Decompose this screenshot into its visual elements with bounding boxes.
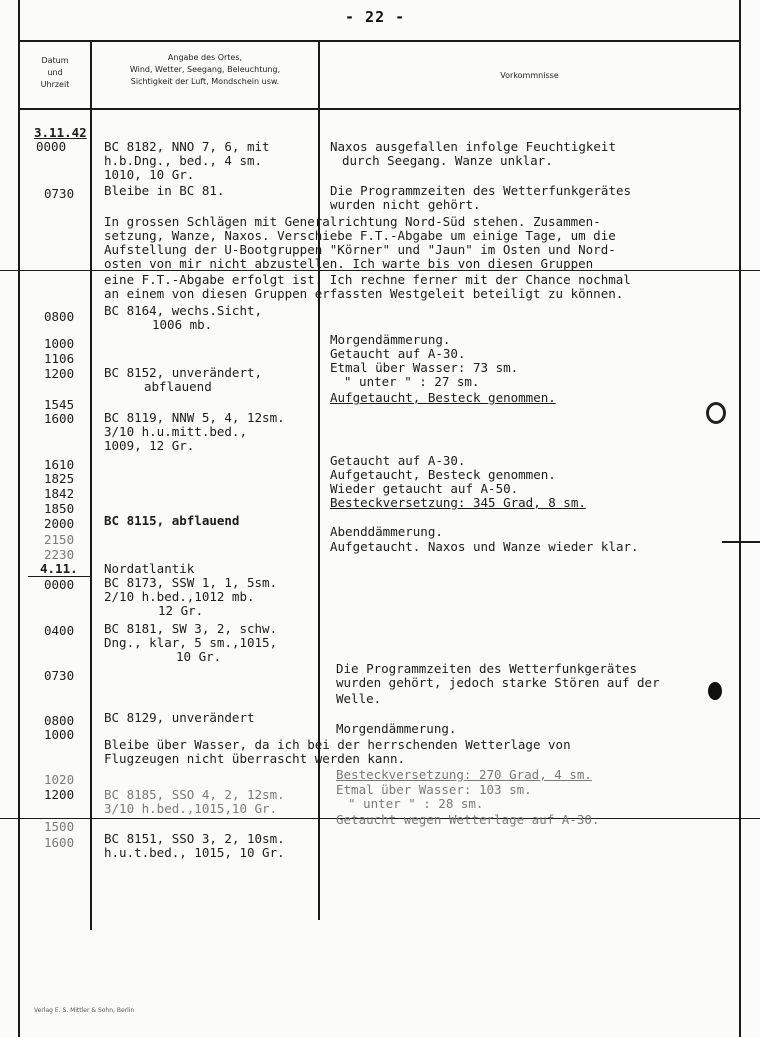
time-entry: 0730 — [44, 668, 75, 683]
time-entry: 0400 — [44, 623, 75, 638]
location-entry: Nordatlantik — [104, 561, 195, 576]
time-entry: 1106 — [44, 351, 75, 366]
printer-imprint: Verlag E. S. Mittler & Sohn, Berlin — [34, 1007, 135, 1014]
location-entry: BC 8119, NNW 5, 4, 12sm. — [104, 410, 285, 425]
location-entry: BC 8181, SW 3, 2, schw. — [104, 621, 278, 636]
header-date-line-1: Datum — [41, 56, 69, 65]
remark-entry: osten von mir nicht abzustellen. Ich warte bis von diesen Gruppen — [104, 256, 594, 271]
header-location-weather — [92, 52, 318, 88]
time-entry: 0000 — [36, 139, 67, 154]
event-entry: wurden gehört, jedoch starke Stören auf der — [336, 675, 660, 690]
location-entry: 1009, 12 Gr. — [104, 438, 195, 453]
date-entry: 3.11.42 — [34, 125, 87, 140]
location-entry: 3/10 h.bed.,1015,10 Gr. — [104, 801, 278, 816]
remark-entry: Flugzeugen nicht überrascht werden kann. — [104, 751, 406, 766]
time-entry: 1842 — [44, 486, 75, 501]
location-entry: BC 8173, SSW 1, 1, 5sm. — [104, 575, 278, 590]
location-entry: Dng., klar, 5 sm.,1015, — [104, 635, 278, 650]
location-entry: 10 Gr. — [176, 649, 222, 664]
event-entry: Die Programmzeiten des Wetterfunkgerätes — [336, 661, 638, 676]
ring-mark — [706, 402, 726, 424]
event-entry: Wieder getaucht auf A-50. — [330, 481, 519, 496]
header-location-line-3: Sichtigkeit der Luft, Mondschein usw. — [130, 77, 280, 86]
event-entry: wurden nicht gehört. — [330, 197, 481, 212]
remark-entry: eine F.T.-Abgabe erfolgt ist. Ich rechne ferner mit der Chance nochmal — [104, 272, 631, 287]
remark-entry: setzung, Wanze, Naxos. Verschiebe F.T.-Abgabe um einige Tage, um die — [104, 228, 616, 243]
header-date-line-3: Uhrzeit — [40, 80, 70, 89]
location-entry: Bleibe in BC 81. — [104, 183, 225, 198]
remark-entry: an einem von diesen Gruppen erfassten Westgeleit beteiligt zu können. — [104, 286, 624, 301]
event-entry: Aufgetaucht. Naxos und Wanze wieder klar. — [330, 539, 639, 554]
time-entry: 0000 — [44, 577, 75, 592]
location-entry: 2/10 h.bed.,1012 mb. — [104, 589, 255, 604]
event-entry: Naxos ausgefallen infolge Feuchtigkeit — [330, 139, 616, 154]
event-entry: Die Programmzeiten des Wetterfunkgerätes — [330, 183, 632, 198]
location-entry: BC 8129, unverändert — [104, 710, 255, 725]
column-divider-1 — [90, 40, 92, 930]
time-entry: 1020 — [44, 772, 75, 787]
location-entry: BC 8115, abflauend — [104, 513, 240, 528]
remark-entry: In grossen Schlägen mit Generalrichtung Nord-Süd stehen. Zusammen- — [104, 214, 601, 229]
location-entry: BC 8152, unverändert, — [104, 365, 263, 380]
header-top-rule — [18, 40, 741, 42]
page-number: - 22 - — [345, 8, 406, 26]
time-entry: 1825 — [44, 471, 75, 486]
event-entry: Getaucht auf A-30. — [330, 453, 466, 468]
event-entry: Besteckversetzung: 345 Grad, 8 sm. — [330, 495, 586, 510]
time-entry: 0800 — [44, 713, 75, 728]
location-entry: 1010, 10 Gr. — [104, 167, 195, 182]
remark-entry: Bleibe über Wasser, da ich bei der herrschenden Wetterlage von — [104, 737, 571, 752]
date-entry: 4.11. — [40, 561, 78, 576]
time-entry: 1500 — [44, 819, 75, 834]
event-entry: Getaucht wegen Wetterlage auf A-30. — [336, 812, 600, 827]
ink-blot — [708, 682, 722, 700]
event-entry: Morgendämmerung. — [330, 332, 451, 347]
time-entry: 1600 — [44, 411, 75, 426]
event-entry: Welle. — [336, 691, 382, 706]
location-entry: h.u.t.bed., 1015, 10 Gr. — [104, 845, 285, 860]
location-entry: 1006 mb. — [152, 317, 213, 332]
time-entry: 2000 — [44, 516, 75, 531]
event-entry: Besteckversetzung: 270 Grad, 4 sm. — [336, 767, 592, 782]
event-entry: Etmal über Wasser: 103 sm. — [336, 782, 532, 797]
time-entry: 1545 — [44, 397, 75, 412]
header-events: Vorkommnisse — [500, 71, 559, 80]
event-entry: durch Seegang. Wanze unklar. — [342, 153, 553, 168]
event-entry: Aufgetaucht, Besteck genommen. — [330, 467, 556, 482]
time-entry: 0800 — [44, 309, 75, 324]
location-entry: abflauend — [144, 379, 212, 394]
header-location-line-1: Angabe des Ortes, — [167, 53, 243, 62]
event-entry: Morgendämmerung. — [336, 721, 457, 736]
event-entry: Aufgetaucht, Besteck genommen. — [330, 390, 556, 405]
time-entry: 1600 — [44, 835, 75, 850]
time-entry: 2150 — [44, 532, 75, 547]
time-entry: 2230 — [44, 547, 75, 562]
header-date-time — [20, 55, 90, 91]
right-border — [739, 0, 741, 1037]
event-entry: Etmal über Wasser: 73 sm. — [330, 360, 519, 375]
location-entry: BC 8164, wechs.Sicht, — [104, 303, 263, 318]
header-bottom-rule — [18, 108, 741, 110]
header-location-line-2: Wind, Wetter, Seegang, Beleuchtung, — [129, 65, 281, 74]
location-entry: h.b.Dng., bed., 4 sm. — [104, 153, 263, 168]
left-border — [18, 0, 20, 1037]
header-date-line-2: und — [47, 68, 63, 77]
time-entry: 1200 — [44, 787, 75, 802]
time-entry: 1850 — [44, 501, 75, 516]
location-entry: BC 8182, NNO 7, 6, mit — [104, 139, 270, 154]
column-divider-2 — [318, 40, 320, 920]
time-entry: 1200 — [44, 366, 75, 381]
time-entry: 1000 — [44, 336, 75, 351]
margin-mark — [722, 541, 760, 543]
location-entry: 3/10 h.u.mitt.bed., — [104, 424, 247, 439]
time-entry: 1000 — [44, 727, 75, 742]
event-entry: Abenddämmerung. — [330, 524, 443, 539]
event-entry: " unter " : 28 sm. — [348, 796, 484, 811]
remark-entry: Aufstellung der U-Bootgruppen "Körner" und "Jaun" im Osten und Nord- — [104, 242, 616, 257]
event-entry: " unter " : 27 sm. — [344, 374, 480, 389]
time-entry: 0730 — [44, 186, 75, 201]
location-entry: 12 Gr. — [158, 603, 204, 618]
location-entry: BC 8151, SSO 3, 2, 10sm. — [104, 831, 285, 846]
time-entry: 1610 — [44, 457, 75, 472]
location-entry: BC 8185, SSO 4, 2, 12sm. — [104, 787, 285, 802]
event-entry: Getaucht auf A-30. — [330, 346, 466, 361]
